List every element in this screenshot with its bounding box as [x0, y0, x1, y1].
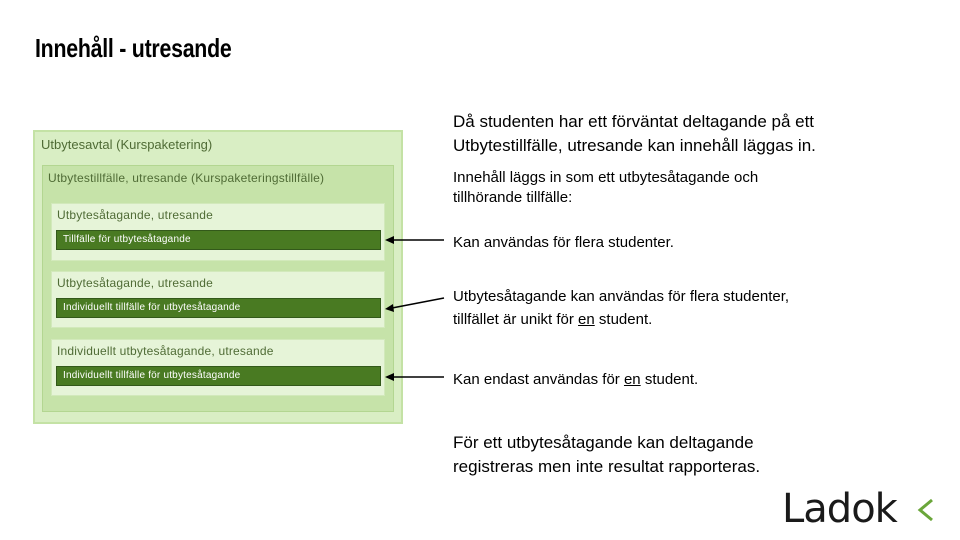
footer-text-line1: För ett utbytesåtagande kan deltagande: [453, 433, 754, 452]
commitment-occasion-bar-1: Tillfälle för utbytesåtagande: [56, 230, 381, 250]
note-2-line1: Utbytesåtagande kan användas för flera studenter,: [453, 288, 790, 305]
arrow-2: [392, 298, 444, 308]
note-3: Kan endast användas för en student.: [453, 371, 699, 388]
exchange-agreement-label: Utbytesavtal (Kurspaketering): [41, 137, 213, 152]
intro-text-line1: Då studenten har ett förväntat deltagande på ett: [453, 112, 815, 131]
commitment-label-1: Utbytesåtagande, utresande: [57, 208, 213, 222]
ladok-logo: [782, 488, 940, 528]
commitment-occasion-bar-3: Individuellt tillfälle för utbytesåtagande: [56, 366, 381, 386]
note-1: Kan användas för flera studenter.: [453, 234, 674, 251]
commitment-occasion-bar-2: Individuellt tillfälle för utbytesåtagande: [56, 298, 381, 318]
commitment-label-2: Utbytesåtagande, utresande: [57, 276, 213, 290]
arrowhead-3: [385, 373, 394, 381]
ladok-logo-chevron: [920, 500, 932, 520]
commitment-label-3: Individuellt utbytesåtagande, utresande: [57, 344, 274, 358]
ladok-logo-text: Ladok: [782, 488, 897, 528]
exchange-occasion-label: Utbytestillfälle, utresande (Kurspaketeringstillfälle): [48, 171, 325, 185]
note-2-line2: tillfället är unikt för en student.: [453, 311, 653, 328]
added-text-line2: tillhörande tillfälle:: [453, 189, 573, 206]
intro-text-line2: Utbytestillfälle, utresande kan innehåll läggas in.: [453, 136, 816, 155]
added-text-line1: Innehåll läggs in som ett utbytesåtagande och: [453, 169, 759, 186]
arrowhead-2: [385, 304, 394, 312]
footer-text-line2: registreras men inte resultat rapporteras.: [453, 457, 761, 476]
arrowhead-1: [385, 236, 394, 244]
page-title: Innehåll - utresande: [35, 33, 232, 63]
